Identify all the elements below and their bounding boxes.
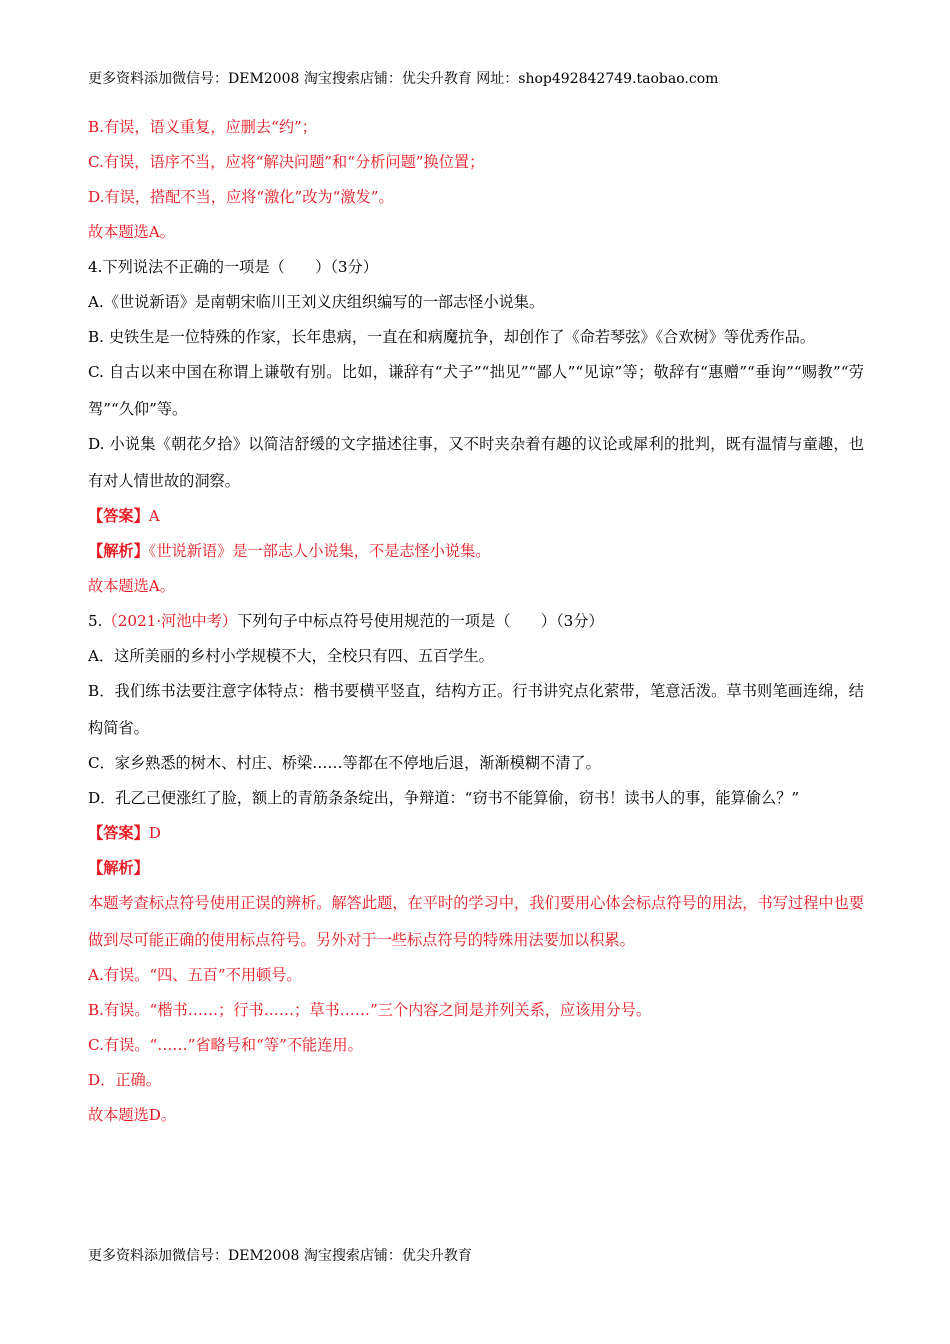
q5-option-d-analysis: D．正确。	[88, 1071, 161, 1089]
q5-answer-label: 【答案】	[88, 824, 149, 842]
q4-answer-value: A	[148, 507, 160, 525]
q4-analysis-text: 《世说新语》是一部志人小说集，不是志怪小说集。	[148, 542, 491, 560]
q5-answer-value: D	[148, 824, 161, 842]
page-header: 更多资料添加微信号：DEM2008 淘宝搜索店铺：优尖升教育 网址：shop492842749.taobao.com	[88, 71, 719, 87]
q5-option-c: C．家乡熟悉的树木、村庄、桥梁……等都在不停地后退，渐渐模糊不清了。	[88, 754, 601, 772]
q3-option-c-analysis: C.有误，语序不当，应将“解决问题”和“分析问题”换位置；	[88, 153, 485, 171]
q3-option-d-analysis: D.有误，搭配不当，应将“激化”改为“激发”。	[88, 188, 394, 206]
q5-analysis-label: 【解析】	[88, 859, 149, 877]
q4-option-c: C. 自古以来中国在称谓上谦敬有别。比如，谦辞有“犬子”“拙见”“鄙人”“见谅”等；敬辞有“惠赠”“垂询”“赐教”“劳驾”“久仰”等。	[88, 363, 864, 418]
q5-option-b-analysis: B.有误。“楷书……；行书……；草书……”三个内容之间是并列关系，应该用分号。	[88, 1001, 652, 1019]
q4-option-d: D. 小说集《朝花夕拾》以简洁舒缓的文字描述往事，又不时夹杂着有趣的议论或犀利的批判，既有温情与童趣，也有对人情世故的洞察。	[88, 435, 864, 490]
page-footer: 更多资料添加微信号：DEM2008 淘宝搜索店铺：优尖升教育	[88, 1248, 472, 1264]
q4-conclusion: 故本题选A。	[88, 577, 175, 595]
q5-number: 5.	[88, 612, 103, 630]
q5-stem	[88, 610, 864, 633]
q4-stem: 4.下列说法不正确的一项是（ ）（3分）	[88, 258, 378, 276]
q5-source: （2021·河池中考）	[102, 612, 238, 630]
q4-answer	[88, 505, 864, 528]
q4-option-b: B. 史铁生是一位特殊的作家，长年患病，一直在和病魔抗争，却创作了《命若琴弦》《合欢树》等优秀作品。	[88, 328, 816, 346]
q5-answer	[88, 822, 864, 845]
q5-option-b: B．我们练书法要注意字体特点：楷书要横平竖直，结构方正。行书讲究点化萦带，笔意活泼。草书则笔画连绵，结构简省。	[88, 682, 864, 737]
q5-option-a-analysis: A.有误。“四、五百”不用顿号。	[88, 966, 302, 984]
q5-analysis-text: 本题考查标点符号使用正误的辨析。解答此题，在平时的学习中，我们要用心体会标点符号的用法，书写过程中也要做到尽可能正确的使用标点符号。另外对于一些标点符号的特殊用法要加以积累。	[88, 894, 864, 949]
q4-analysis	[88, 540, 864, 563]
q5-option-d: D．孔乙己便涨红了脸，额上的青筋条条绽出，争辩道：“窃书不能算偷，窃书！读书人的事，能算偷么？”	[88, 789, 800, 807]
q3-option-b-analysis: B.有误，语义重复，应删去“约”；	[88, 118, 317, 136]
document-body	[88, 116, 864, 1139]
q4-analysis-label: 【解析】	[88, 542, 149, 560]
q4-option-a: A.《世说新语》是南朝宋临川王刘义庆组织编写的一部志怪小说集。	[88, 293, 545, 311]
q5-stem-text: 下列句子中标点符号使用规范的一项是（ ）（3分）	[237, 612, 604, 630]
q5-conclusion: 故本题选D。	[88, 1106, 177, 1124]
q4-answer-label: 【答案】	[88, 507, 149, 525]
q5-option-c-analysis: C.有误。“……”省略号和“等”不能连用。	[88, 1036, 363, 1054]
q3-conclusion: 故本题选A。	[88, 223, 175, 241]
q5-option-a: A．这所美丽的乡村小学规模不大，全校只有四、五百学生。	[88, 647, 494, 665]
